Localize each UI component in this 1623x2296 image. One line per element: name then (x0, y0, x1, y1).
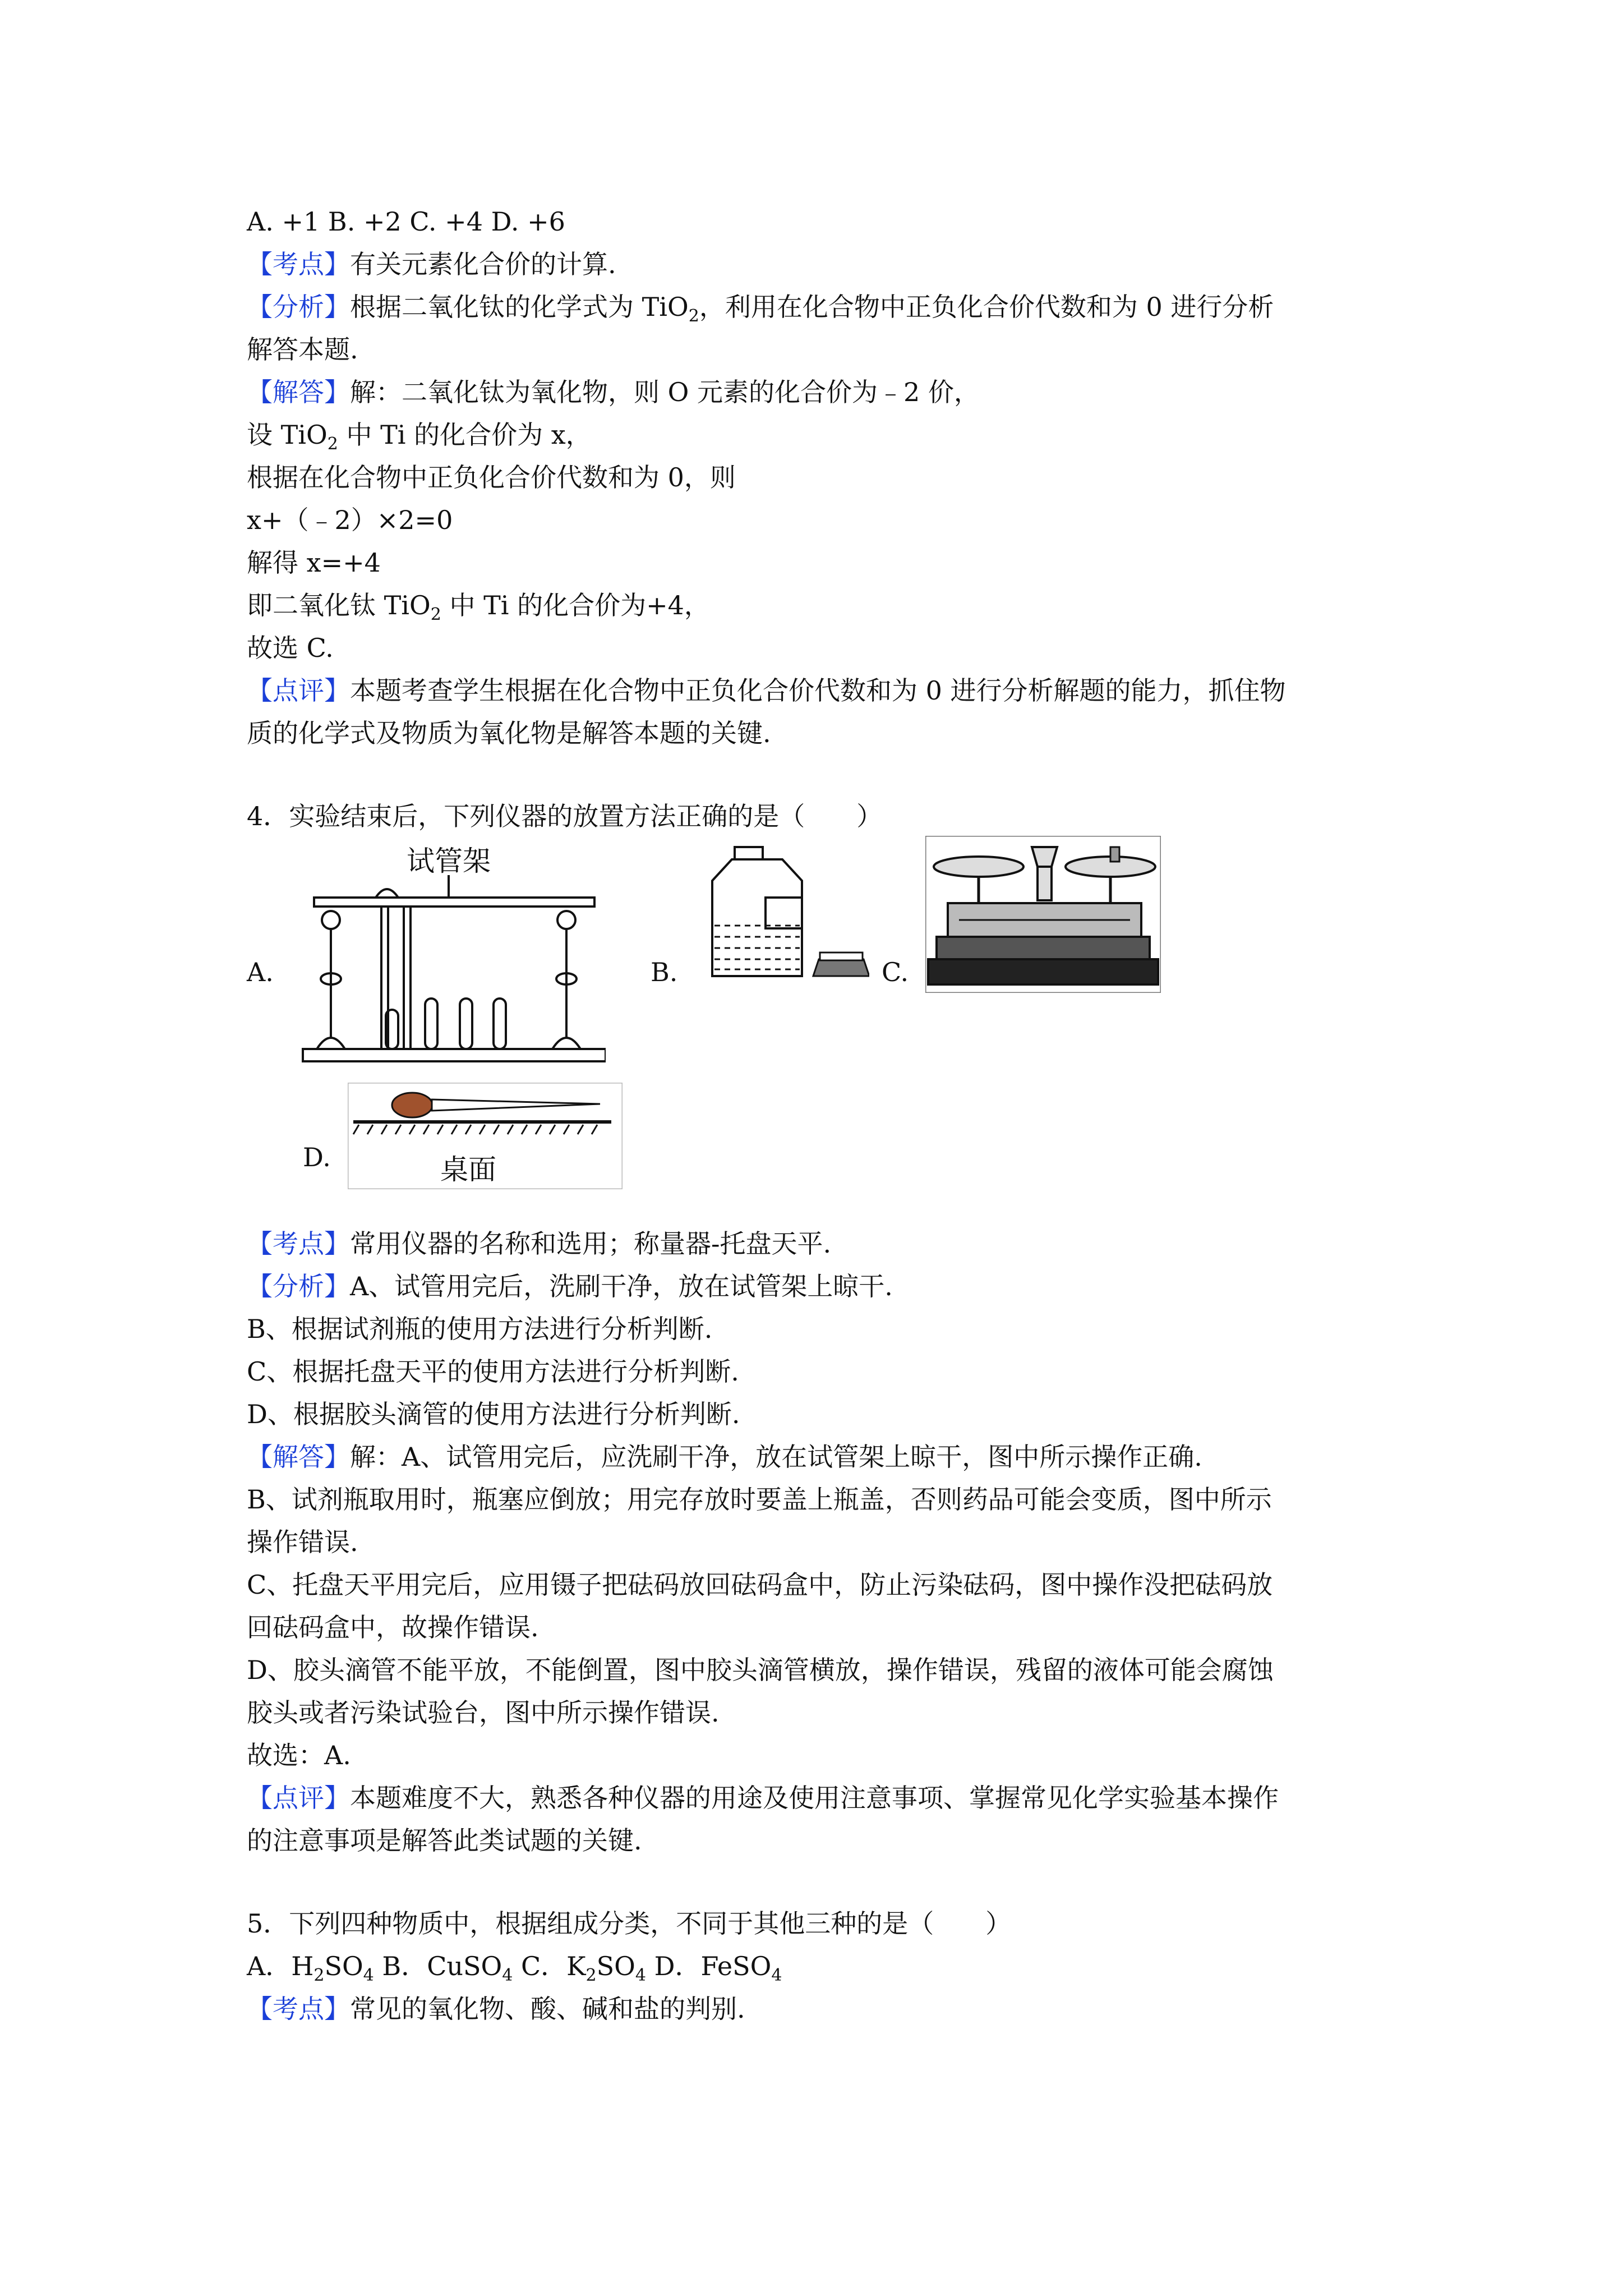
q5-opt-text: SO (324, 1951, 363, 1981)
q5-opt-text: B．CuSO (374, 1951, 502, 1981)
fenxi-text: ，利用在化合物中正负化合价代数和为 0 进行分析 (699, 292, 1274, 322)
dianping-text: 本题考查学生根据在化合物中正负化合价代数和为 0 进行分析解题的能力，抓住物 (350, 675, 1286, 706)
q3-options: A. +1 B. +2 C. +4 D. +6 (247, 206, 565, 237)
q4-jieda-line-4: C、托盘天平用完后，应用镊子把砝码放回砝码盒中，防止污染砝码，图中操作没把砝码放 (247, 1570, 1273, 1600)
q4-option-b-label: B. (651, 957, 678, 987)
reagent-bottle-figure (701, 841, 869, 982)
q5-opt-text: D．FeSO (645, 1951, 772, 1981)
fenxi-text: 根据二氧化钛的化学式为 TiO (350, 292, 689, 322)
fenxi-text: A、试管用完后，洗刷干净，放在试管架上晾干. (350, 1271, 893, 1301)
kaodian-text: 常见的氧化物、酸、碱和盐的判别. (350, 1994, 745, 2024)
jieda-tag: 【解答】 (247, 1442, 350, 1472)
subscript: 4 (635, 1966, 646, 1985)
q4-jieda-line (247, 1444, 1202, 1470)
q4-jieda-line-3: 操作错误. (247, 1527, 358, 1557)
q4-option-d-label: D. (303, 1142, 331, 1172)
q5-opt-text: A．H (247, 1951, 314, 1981)
dianping-text: 本题难度不大，熟悉各种仪器的用途及使用注意事项、掌握常见化学实验基本操作 (350, 1783, 1279, 1813)
q5-kaodian-line (247, 1996, 745, 2022)
q4-jieda-line-7: 胶头或者污染试验台，图中所示操作错误. (247, 1697, 720, 1728)
q5-options (247, 1951, 782, 1985)
q4-fenxi-line-4: D、根据胶头滴管的使用方法进行分析判断. (247, 1399, 740, 1429)
subscript: 2 (688, 306, 699, 326)
q3-jieda-line-5: 解得 x=+4 (247, 547, 381, 578)
kaodian-tag: 【考点】 (247, 1994, 350, 2024)
q3-jieda-line-4: x+（﹣2）×2=0 (247, 505, 453, 535)
q4-stem: 4．实验结束后，下列仪器的放置方法正确的是（ ） (247, 801, 883, 831)
dianping-tag: 【点评】 (247, 1783, 350, 1813)
q4-dianping-line-2: 的注意事项是解答此类试题的关键. (247, 1825, 642, 1856)
q5-stem: 5．下列四种物质中，根据组成分类，不同于其他三种的是（ ） (247, 1908, 1012, 1939)
q3-fenxi-line-2: 解答本题. (247, 334, 358, 365)
table-surface-label: 桌面 (440, 1153, 496, 1186)
q5-opt-text: SO (596, 1951, 635, 1981)
subscript: 2 (585, 1966, 597, 1985)
jieda-text: 即二氧化钛 TiO (247, 590, 431, 620)
jieda-text: 中 Ti 的化合价为 x， (338, 420, 592, 450)
q3-fenxi-line (247, 292, 1274, 326)
kaodian-text: 常用仪器的名称和选用；称量器-托盘天平. (350, 1228, 832, 1259)
subscript: 2 (430, 605, 441, 624)
q4-fenxi-line (247, 1273, 893, 1299)
subscript: 4 (502, 1966, 513, 1985)
dianping-tag: 【点评】 (247, 675, 350, 706)
kaodian-tag: 【考点】 (247, 1228, 350, 1259)
q4-jieda-line-5: 回砝码盒中，故操作错误. (247, 1612, 539, 1642)
q3-jieda-line-3: 根据在化合物中正负化合价代数和为 0，则 (247, 462, 736, 493)
test-tube-rack-figure (292, 841, 606, 1077)
jieda-tag: 【解答】 (247, 377, 350, 407)
q3-dianping-line-2: 质的化学式及物质为氧化物是解答本题的关键. (247, 718, 771, 748)
fenxi-tag: 【分析】 (247, 292, 350, 322)
kaodian-text: 有关元素化合价的计算. (350, 249, 616, 279)
test-tube-rack-label: 试管架 (407, 845, 491, 877)
fenxi-tag: 【分析】 (247, 1271, 350, 1301)
subscript: 2 (313, 1966, 325, 1985)
dropper-figure (348, 1083, 623, 1189)
jieda-text: 中 Ti 的化合价为+4， (441, 590, 710, 620)
q4-fenxi-line-2: B、根据试剂瓶的使用方法进行分析判断. (247, 1314, 713, 1344)
q3-dianping-line (247, 675, 1286, 706)
jieda-text: 解：二氧化钛为氧化物，则 O 元素的化合价为﹣2 价， (350, 377, 980, 407)
balance-figure (925, 836, 1161, 993)
q3-jieda-line-2 (247, 420, 592, 454)
subscript: 4 (363, 1966, 374, 1985)
q4-jieda-line-8: 故选：A. (247, 1740, 351, 1770)
q4-option-c-label: C. (882, 957, 909, 987)
q3-jieda-line-7: 故选 C. (247, 633, 334, 663)
q3-jieda-line-6 (247, 590, 710, 624)
q3-kaodian-line (247, 251, 616, 277)
jieda-text: 设 TiO (247, 420, 328, 450)
q4-option-a-label: A. (247, 957, 274, 987)
subscript: 2 (327, 434, 338, 454)
q3-jieda-line (247, 379, 980, 405)
subscript: 4 (771, 1966, 782, 1985)
q4-kaodian-line (247, 1228, 832, 1259)
q4-dianping-line (247, 1785, 1279, 1811)
jieda-text: 解：A、试管用完后，应洗刷干净，放在试管架上晾干，图中所示操作正确. (350, 1442, 1202, 1472)
q5-opt-text: C．K (513, 1951, 586, 1981)
q4-jieda-line-2: B、试剂瓶取用时，瓶塞应倒放；用完存放时要盖上瓶盖，否则药品可能会变质，图中所示 (247, 1484, 1272, 1515)
kaodian-tag: 【考点】 (247, 249, 350, 279)
q4-jieda-line-6: D、胶头滴管不能平放，不能倒置，图中胶头滴管横放，操作错误，残留的液体可能会腐蚀 (247, 1655, 1274, 1685)
q4-fenxi-line-3: C、根据托盘天平的使用方法进行分析判断. (247, 1356, 739, 1387)
